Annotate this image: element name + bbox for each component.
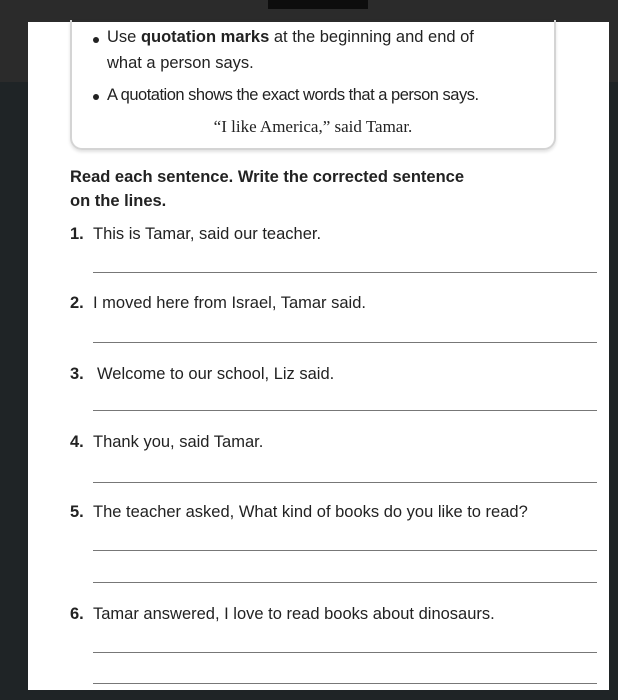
answer-line[interactable] <box>93 342 597 343</box>
rule-example: “I like America,” said Tamar. <box>213 117 413 136</box>
rule-2: A quotation shows the exact words that a person says. <box>107 86 479 104</box>
answer-line[interactable] <box>93 410 597 411</box>
instructions-line-1: Read each sentence. Write the corrected sentence <box>70 168 465 186</box>
rule-1-text-end: at the beginning and end of <box>269 28 474 46</box>
item-text: I moved here from Israel, Tamar said. <box>93 294 366 312</box>
item-number: 1. <box>70 225 84 243</box>
answer-line[interactable] <box>93 482 597 483</box>
rule-1-text: Use <box>107 28 141 46</box>
item-text: Welcome to our school, Liz said. <box>97 365 335 383</box>
worksheet-page <box>28 22 609 690</box>
item-text: Thank you, said Tamar. <box>93 433 264 451</box>
bullet-icon <box>93 37 99 43</box>
item-text: The teacher asked, What kind of books do you like to read? <box>93 503 528 521</box>
rule-1-bold: quotation marks <box>140 28 270 46</box>
answer-line[interactable] <box>93 550 597 551</box>
item-number: 4. <box>70 433 84 451</box>
background-tab <box>268 0 368 9</box>
bullet-icon <box>93 94 99 100</box>
item-number: 3. <box>70 365 84 383</box>
rule-box <box>70 20 556 150</box>
answer-line[interactable] <box>93 652 597 653</box>
rule-1-line2: what a person says. <box>107 54 254 72</box>
item-text: Tamar answered, I love to read books about dinosaurs. <box>93 605 495 623</box>
instructions-line-2: on the lines. <box>70 192 167 210</box>
rule-1 <box>107 28 474 47</box>
item-text: This is Tamar, said our teacher. <box>93 225 322 243</box>
item-number: 6. <box>70 605 84 623</box>
item-number: 2. <box>70 294 84 312</box>
answer-line[interactable] <box>93 272 597 273</box>
item-number: 5. <box>70 503 84 521</box>
answer-line[interactable] <box>93 582 597 583</box>
answer-line[interactable] <box>93 683 597 684</box>
